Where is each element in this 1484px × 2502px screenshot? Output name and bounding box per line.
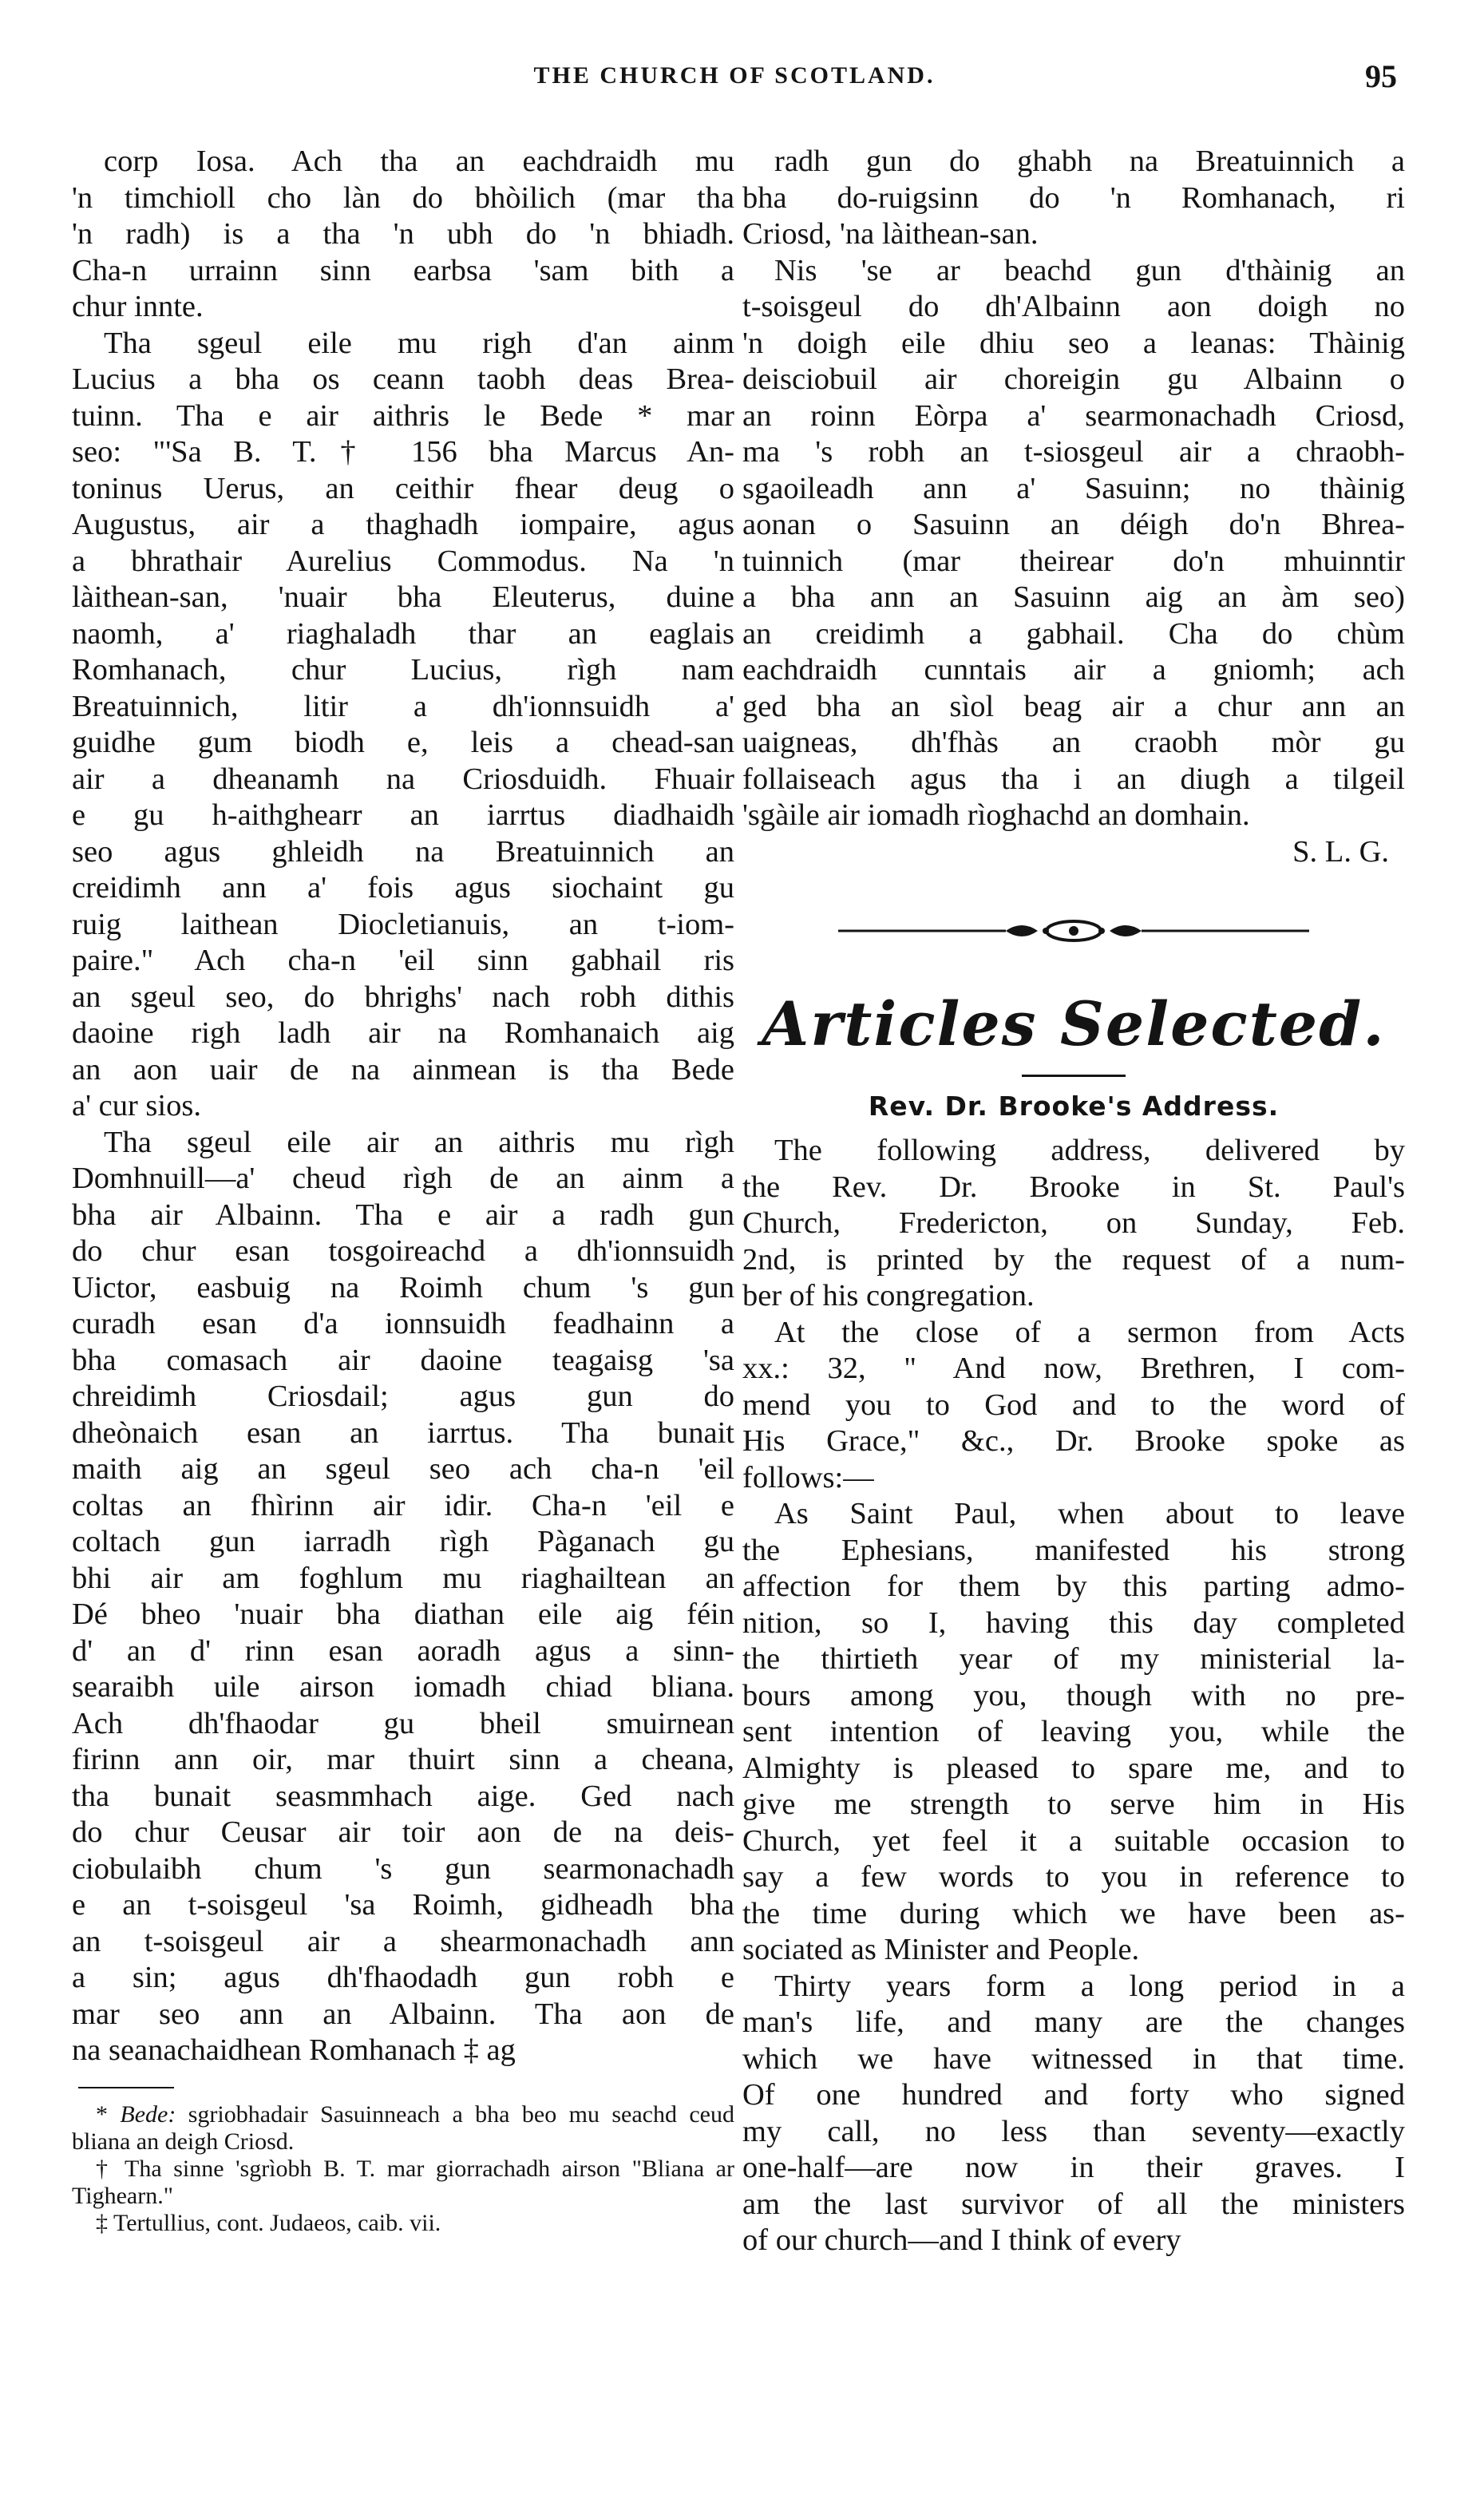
text-line: t-soisgeul do dh'Albainn aon doigh no — [742, 290, 1405, 323]
footnote-mark: * — [96, 2100, 121, 2128]
text-line: a' cur sios. — [72, 1089, 201, 1122]
left-column — [72, 144, 734, 2237]
text-line: dheònaich esan an iarrtus. Tha bunait — [72, 1415, 734, 1450]
text-line: bhi air am foghlum mu riaghailtean an — [72, 1561, 734, 1595]
text-line: làithean-san, 'nuair bha Eleuterus, duine — [72, 580, 734, 614]
text-line: eachdraidh cunntais air a gniomh; ach — [742, 653, 1405, 687]
section-title: Articles Selected. — [762, 988, 1386, 1059]
text-line: the Rev. Dr. Brooke in St. Paul's — [742, 1170, 1405, 1204]
text-line: a sin; agus dh'fhaodadh gun robh e — [72, 1961, 734, 1994]
text-line: maith aig an sgeul seo ach cha-n 'eil — [72, 1452, 734, 1486]
text-line: Dé bheo 'nuair bha diathan eile aig féin — [72, 1597, 734, 1631]
paragraph — [72, 1125, 734, 2069]
text-line: chur innte. — [72, 290, 204, 323]
text-line: Tha sgeul eile air an aithris mu rìgh — [104, 1125, 734, 1159]
text-line: bha comasach air daoine teagaisg 'sa — [72, 1343, 734, 1377]
text-line: 'sgàile air iomadh rìoghachd an domhain. — [742, 798, 1250, 832]
footnote-text: sgriobhadair Sasuinneach a bha beo mu seachd ceud bliana an deigh Criosd. — [72, 2100, 734, 2155]
text-line: e an t-soisgeul 'sa Roimh, gidheadh bha — [72, 1888, 734, 1922]
text-line: Nis 'se ar beachd gun d'thàinig an — [774, 253, 1405, 287]
text-line: Criosd, 'na làithean-san. — [742, 217, 1039, 251]
text-line: 'n doigh eile dhiu seo a leanas: Thàinig — [742, 326, 1405, 360]
text-line: ruig laithean Diocletianuis, an t-iom- — [72, 907, 734, 941]
text-line: mend you to God and to the word of — [742, 1388, 1405, 1422]
paragraph — [742, 144, 1405, 253]
text-line: the time during which we have been as- — [742, 1896, 1405, 1930]
text-line: affection for them by this parting admo- — [742, 1570, 1405, 1603]
text-line: xx.: 32, " And now, Brethren, I com- — [742, 1352, 1405, 1385]
text-line: creidimh ann a' fois agus siochaint gu — [72, 871, 734, 905]
page-number: 95 — [1365, 58, 1397, 94]
text-line: 'n radh) is a tha 'n ubh do 'n bhiadh. — [72, 217, 734, 251]
text-line: toninus Uerus, an ceithir fhear deug o — [72, 471, 734, 505]
text-line: radh gun do ghabh na Breatuinnich a — [774, 144, 1405, 178]
text-line: curadh esan d'a ionnsuidh feadhainn a — [72, 1307, 734, 1340]
text-line: a bha ann an Sasuinn aig an àm seo) — [742, 580, 1405, 614]
text-line: firinn ann oir, mar thuirt sinn a cheana, — [72, 1743, 734, 1776]
running-head — [72, 58, 1397, 102]
text-line: man's life, and many are the changes — [742, 2005, 1405, 2039]
text-line: nition, so I, having this day completed — [742, 1605, 1405, 1640]
text-line: e gu h-aithghearr an iarrtus diadhaidh — [72, 798, 734, 832]
text-line: The following address, delivered by — [774, 1134, 1405, 1167]
right-column — [742, 144, 1405, 2259]
text-line: naomh, a' riaghaladh thar an eaglais — [72, 616, 734, 651]
text-line: Augustus, air a thaghadh iompaire, agus — [72, 508, 734, 541]
paragraph — [742, 1496, 1405, 1969]
text-line: Romhanach, chur Lucius, rìgh nam — [72, 653, 734, 687]
text-line: the thirtieth year of my ministerial la- — [742, 1642, 1405, 1676]
text-line: give me strength to serve him in His — [742, 1787, 1405, 1821]
footnote: † Tha sinne 'sgrìobh B. T. mar giorrachadh airson "Bliana ar Tighearn." — [72, 2155, 734, 2209]
text-line: coltas an fhìrinn air idir. Cha-n 'eil e — [72, 1488, 734, 1522]
text-line: bha do-ruigsinn do 'n Romhanach, ri — [742, 180, 1405, 215]
text-line: uaigneas, dh'fhàs an craobh mòr gu — [742, 726, 1405, 759]
text-line: bours among you, though with no pre- — [742, 1678, 1405, 1712]
text-line: paire." Ach cha-n 'eil sinn gabhail ris — [72, 944, 734, 977]
text-line: Almighty is pleased to spare me, and to — [742, 1751, 1405, 1785]
text-line: of our church—and I think of every — [742, 2223, 1181, 2257]
text-line: my call, no less than seventy—exactly — [742, 2114, 1405, 2148]
text-line: an sgeul seo, do bhrighs' nach robh dithis — [72, 980, 734, 1014]
text-line: aonan o Sasuinn an déigh do'n Bhrea- — [742, 508, 1405, 541]
text-line: coltach gun iarradh rìgh Pàganach gu — [72, 1525, 734, 1558]
text-line: sociated as Minister and People. — [742, 1933, 1140, 1966]
text-line: am the last survivor of all the ministers — [742, 2187, 1405, 2221]
text-line: sgaoileadh ann a' Sasuinn; no thàinig — [742, 471, 1405, 505]
text-line: an roinn Eòrpa a' searmonachadh Criosd, — [742, 398, 1405, 433]
text-line: chreidimh Criosdail; agus gun do — [72, 1380, 734, 1413]
text-line: Tha sgeul eile mu righ d'an ainm — [104, 326, 734, 360]
text-line: Of one hundred and forty who signed — [742, 2078, 1405, 2112]
text-line: Church, yet feel it a suitable occasion to — [742, 1823, 1405, 1858]
text-line: na seanachaidhean Romhanach ‡ ag — [72, 2033, 516, 2067]
paragraph — [742, 1969, 1405, 2259]
text-line: an aon uair de na ainmean is tha Bede — [72, 1052, 734, 1087]
text-line: tuinnich (mar theirear do'n mhuinntir — [742, 544, 1405, 578]
text-line: seo agus ghleidh na Breatuinnich an — [72, 834, 734, 869]
paragraph — [742, 253, 1405, 834]
text-line: Lucius a bha os ceann taobh deas Brea- — [72, 362, 734, 396]
text-line: ged bha an sìol beag air a chur ann an — [742, 689, 1405, 723]
text-line: 2nd, is printed by the request of a num- — [742, 1242, 1405, 1277]
text-line: follaiseach agus tha i an diugh a tilgeil — [742, 762, 1405, 796]
footnote — [72, 2101, 734, 2156]
text-line: ber of his congregation. — [742, 1279, 1035, 1312]
text-line: At the close of a sermon from Acts — [774, 1315, 1405, 1349]
text-line: corp Iosa. Ach tha an eachdraidh mu — [104, 144, 734, 178]
text-line: As Saint Paul, when about to leave — [774, 1497, 1405, 1530]
text-line: a bhrathair Aurelius Commodus. Na 'n — [72, 544, 734, 578]
paragraph — [72, 326, 734, 1125]
text-line: deisciobuil air choreigin gu Albainn o — [742, 362, 1405, 396]
text-line: seo: "'Sa B. T.† 156 bha Marcus An- — [72, 435, 734, 469]
text-line: Thirty years form a long period in a — [774, 1969, 1405, 2003]
text-line: d' an d' rinn esan aoradh agus a sinn- — [72, 1633, 734, 1668]
footnote-divider — [78, 2087, 174, 2088]
text-line: mar seo ann an Albainn. Tha aon de — [72, 1997, 734, 2031]
text-line: do chur Ceusar air toir aon de na deis- — [72, 1815, 734, 1849]
text-line: tuinn. Tha e air aithris le Bede * mar — [72, 398, 734, 433]
text-line: ciobulaibh chum 's gun searmonachadh — [72, 1851, 734, 1886]
ornamental-divider — [742, 916, 1405, 945]
text-line: Cha-n urrainn sinn earbsa 'sam bith a — [72, 253, 734, 287]
text-line: follows:— — [742, 1460, 874, 1494]
text-line: the Ephesians, manifested his strong — [742, 1533, 1405, 1567]
text-line: daoine righ ladh air na Romhanaich aig — [72, 1016, 734, 1050]
text-line: one-half—are now in their graves. I — [742, 2151, 1405, 2184]
text-line: Ach dh'fhaodar gu bheil smuirnean — [72, 1706, 734, 1740]
text-line: 'n timchioll cho làn do bhòilich (mar tha — [72, 180, 734, 215]
text-line: His Grace," &c., Dr. Brooke spoke as — [742, 1424, 1405, 1458]
text-line: an creidimh a gabhail. Cha do chùm — [742, 616, 1405, 651]
text-line: say a few words to you in reference to — [742, 1860, 1405, 1894]
text-line: guidhe gum biodh e, leis a chead-san — [72, 726, 734, 759]
text-line: Breatuinnich, litir a dh'ionnsuidh a' — [72, 689, 734, 723]
text-line: sent intention of leaving you, while the — [742, 1715, 1405, 1748]
footnote: ‡ Tertullius, cont. Judaeos, caib. vii. — [96, 2209, 441, 2236]
text-line: an t-soisgeul air a shearmonachadh ann — [72, 1924, 734, 1958]
footnote-label: Bede: — [120, 2100, 176, 2128]
article-heading: Rev. Dr. Brooke's Address. — [868, 1091, 1280, 1122]
text-line: Uictor, easbuig na Roimh chum 's gun — [72, 1270, 734, 1304]
text-line: searaibh uile airson iomadh chiad bliana. — [72, 1670, 734, 1704]
text-line: tha bunait seasmmhach aige. Ged nach — [72, 1779, 734, 1813]
text-line: Domhnuill—a' cheud rìgh de an ainm a — [72, 1162, 734, 1195]
text-line: ma 's robh an t-siosgeul air a chraobh- — [742, 435, 1405, 469]
section-divider — [1022, 1075, 1126, 1077]
text-line: air a dheanamh na Criosduidh. Fhuair — [72, 762, 734, 796]
text-line: which we have witnessed in that time. — [742, 2041, 1405, 2076]
text-line: Church, Fredericton, on Sunday, Feb. — [742, 1206, 1405, 1240]
text-line: do chur esan tosgoireachd a dh'ionnsuidh — [72, 1234, 734, 1268]
text-line: bha air Albainn. Tha e air a radh gun — [72, 1198, 734, 1232]
signature: S. L. G. — [1292, 834, 1389, 869]
ornament-icon — [742, 916, 1405, 945]
paragraph — [72, 144, 734, 326]
paragraph — [742, 1133, 1405, 1315]
paragraph — [742, 1315, 1405, 1497]
running-title: THE CHURCH OF SCOTLAND. — [533, 62, 936, 89]
